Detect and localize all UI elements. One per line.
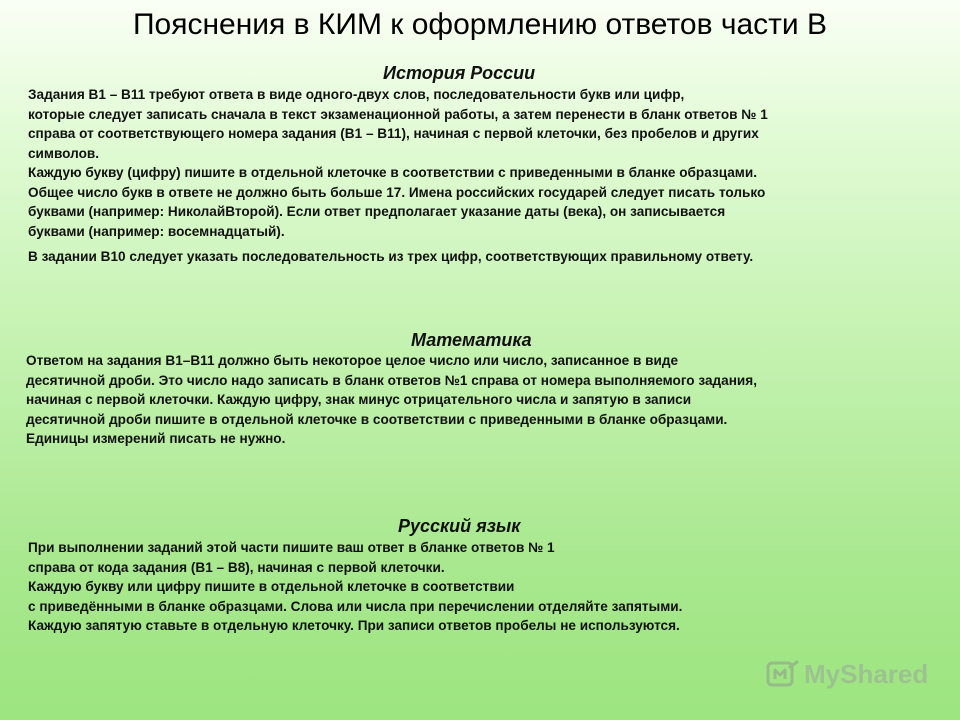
math-paragraph [26, 351, 757, 449]
russian-line: Каждую букву или цифру пишите в отдельной клеточке в соответствии [28, 579, 515, 594]
math-line: Ответом на задания В1–В11 должно быть некоторое целое число или число, записанное в виде [26, 353, 679, 368]
history-line: Общее число букв в ответе не должно быть больше 17. Имена российских государей следует писать только [28, 184, 766, 200]
history-line: справа от соответствующего номера задания (В1 – В11), начиная с первой клеточки, без пробелов и других [28, 126, 759, 141]
myshared-logo-icon [766, 658, 800, 690]
russian-line: При выполнении заданий этой части пишите ваш ответ в бланке ответов № 1 [28, 540, 555, 555]
russian-line: справа от кода задания (В1 – В8), начиная с первой клеточки. [28, 559, 445, 575]
russian-line: с приведёнными в бланке образцами. Слова или числа при перечислении отделяйте запятыми. [28, 598, 683, 614]
russian-heading: Русский язык [398, 516, 521, 536]
history-line: Задания В1 – В11 требуют ответа в виде одного-двух слов, последовательности букв или цифр, [28, 87, 685, 102]
history-paragraph-2: В задании В10 следует указать последовательность из трех цифр, соответствующих правильному ответу. [28, 249, 754, 264]
math-line: десятичной дроби. Это число надо записать в бланк ответов №1 справа от номера выполняемого задания, [26, 372, 757, 388]
myshared-watermark [766, 654, 936, 694]
slide-title: Пояснения в КИМ к оформлению ответов части В [132, 8, 828, 41]
history-line: Каждую букву (цифру) пишите в отдельной клеточке в соответствии с приведенными в бланке образцами. [28, 165, 757, 180]
math-line: начиная с первой клеточки. Каждую цифру, знак минус отрицательного числа и запятую в записи [26, 392, 692, 407]
history-line: которые следует записать сначала в текст экзаменационной работы, а затем перенести в бланк ответов № 1 [28, 106, 768, 122]
math-heading: Математика [411, 330, 532, 350]
math-line: десятичной дроби пишите в отдельной клеточке в соответствии с приведенными в бланке образцами. [26, 411, 728, 427]
history-line: буквами (например: восемнадцатый). [28, 223, 285, 239]
watermark-text: MyShared [804, 658, 929, 689]
russian-line: Каждую запятую ставьте в отдельную клеточку. При записи ответов пробелы не используются. [28, 618, 680, 633]
math-line: Единицы измерений писать не нужно. [26, 431, 286, 446]
history-line: символов. [28, 145, 100, 161]
history-paragraph-1 [28, 85, 768, 241]
russian-paragraph [28, 538, 682, 636]
history-line: буквами (например: НиколайВторой). Если ответ предполагает указание даты (века), он записывается [28, 204, 726, 219]
history-heading: История России [383, 63, 536, 83]
